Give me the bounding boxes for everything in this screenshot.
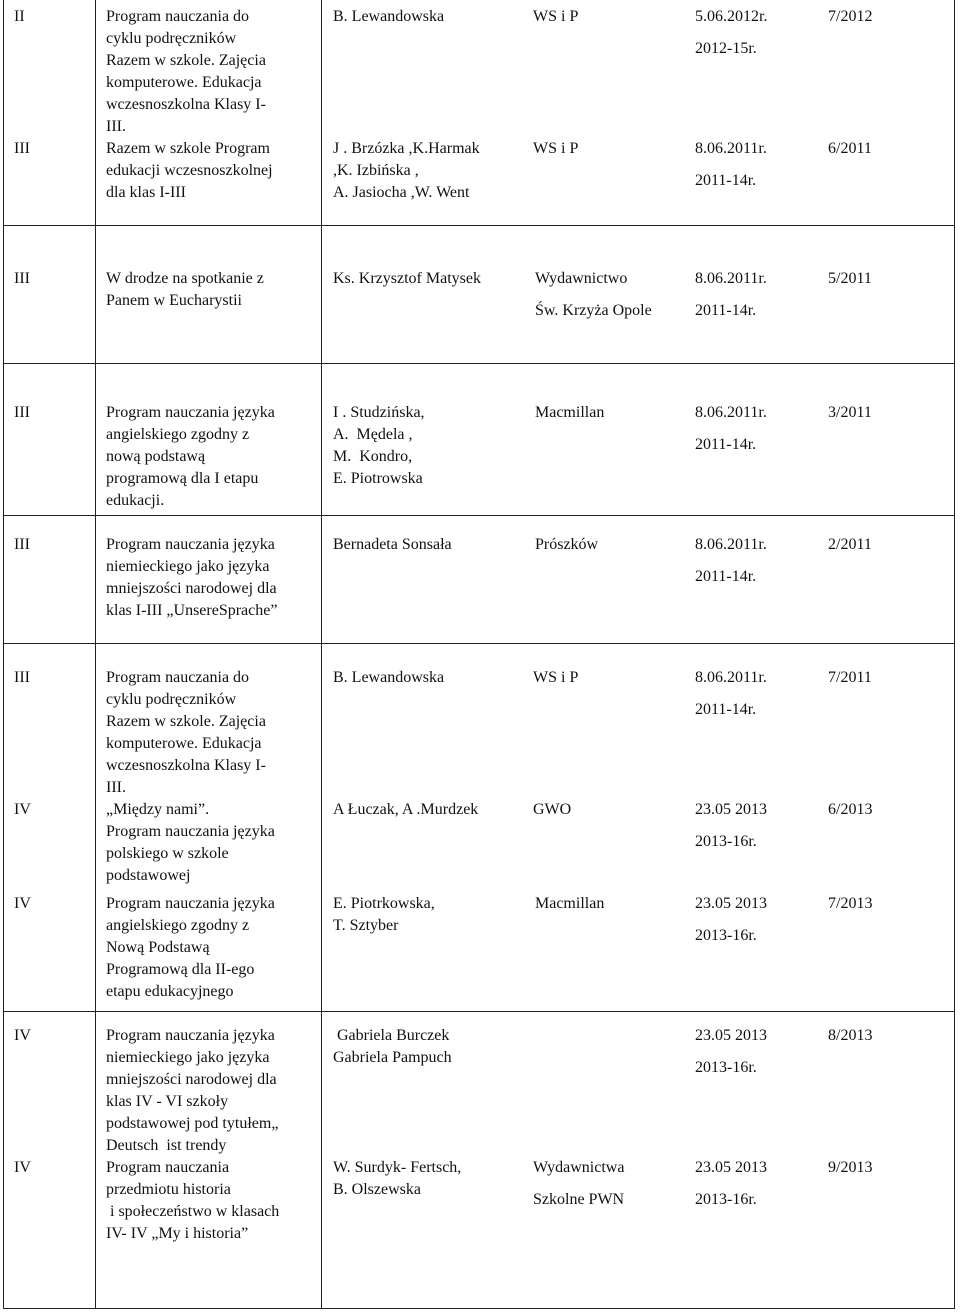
- program-line: Razem w szkole. Zajęcia: [106, 713, 266, 730]
- publisher-line: GWO: [533, 801, 572, 818]
- date-line: 8.06.2011r.: [695, 140, 767, 157]
- publisher-line: Wydawnictwa: [533, 1159, 625, 1176]
- program-line: Program nauczania języka: [106, 404, 275, 421]
- authors-line: Bernadeta Sonsała: [333, 536, 452, 553]
- program-line: Program nauczania do: [106, 8, 250, 25]
- class-level: IV: [14, 801, 31, 818]
- program-line: niemieckiego jako języka: [106, 1049, 270, 1066]
- class-level: III: [14, 536, 30, 553]
- program-line: cyklu podręczników: [106, 30, 237, 47]
- publisher-line: Prószków: [535, 536, 599, 553]
- program-line: Razem w szkole Program: [106, 140, 270, 157]
- authors-line: E. Piotrowska: [333, 470, 423, 487]
- program-line: wczesnoszkolna Klasy I-: [106, 96, 266, 113]
- class-level: IV: [14, 1027, 31, 1044]
- program-line: Razem w szkole. Zajęcia: [106, 52, 266, 69]
- program-line: Programową dla II-ego: [106, 961, 255, 978]
- authors-line: ,K. Izbińska ,: [333, 162, 419, 179]
- publisher-line: Macmillan: [535, 895, 605, 912]
- authors-line: Gabriela Burczek: [333, 1027, 450, 1044]
- program-line: mniejszości narodowej dla: [106, 580, 277, 597]
- program-line: etapu edukacyjnego: [106, 983, 234, 1000]
- program-line: i społeczeństwo w klasach: [106, 1203, 280, 1220]
- row-divider: [3, 363, 955, 364]
- authors-line: T. Sztyber: [333, 917, 399, 934]
- publisher-line: Macmillan: [535, 404, 605, 421]
- authors-line: B. Lewandowska: [333, 8, 445, 25]
- program-line: angielskiego zgodny z: [106, 917, 250, 934]
- publisher-line: Wydawnictwo: [535, 270, 628, 287]
- date-line: 2011-14r.: [695, 172, 757, 189]
- program-line: edukacji wczesnoszkolnej: [106, 162, 273, 179]
- date-line: 23.05 2013: [695, 1027, 767, 1044]
- date-line: 23.05 2013: [695, 801, 767, 818]
- date-line: 2012-15r.: [695, 40, 757, 57]
- date-line: 2013-16r.: [695, 833, 757, 850]
- publisher-line: WS i P: [533, 8, 579, 25]
- program-number: 8/2013: [828, 1027, 873, 1044]
- program-number: 5/2011: [828, 270, 872, 287]
- date-line: 8.06.2011r.: [695, 536, 767, 553]
- program-number: 6/2011: [828, 140, 872, 157]
- class-level: II: [14, 8, 25, 25]
- program-line: „Między nami”.: [106, 801, 210, 818]
- program-number: 6/2013: [828, 801, 873, 818]
- date-line: 2011-14r.: [695, 302, 757, 319]
- date-line: 8.06.2011r.: [695, 404, 767, 421]
- class-level: III: [14, 669, 30, 686]
- program-line: IV- IV „My i historia”: [106, 1225, 249, 1242]
- program-line: polskiego w szkole: [106, 845, 229, 862]
- program-line: cyklu podręczników: [106, 691, 237, 708]
- date-line: 2013-16r.: [695, 927, 757, 944]
- date-line: 8.06.2011r.: [695, 270, 767, 287]
- program-line: edukacji.: [106, 492, 165, 509]
- date-line: 5.06.2012r.: [695, 8, 768, 25]
- column-divider: [95, 0, 96, 1309]
- row-divider: [3, 643, 955, 644]
- column-divider: [321, 0, 322, 1309]
- program-line: mniejszości narodowej dla: [106, 1071, 277, 1088]
- program-number: 9/2013: [828, 1159, 873, 1176]
- program-line: III.: [106, 779, 126, 796]
- date-line: 23.05 2013: [695, 1159, 767, 1176]
- program-number: 2/2011: [828, 536, 872, 553]
- program-line: Panem w Eucharystii: [106, 292, 242, 309]
- program-line: programową dla I etapu: [106, 470, 259, 487]
- authors-line: A Łuczak, A .Murdzek: [333, 801, 479, 818]
- authors-line: Gabriela Pampuch: [333, 1049, 452, 1066]
- program-line: przedmiotu historia: [106, 1181, 231, 1198]
- program-number: 7/2013: [828, 895, 873, 912]
- date-line: 23.05 2013: [695, 895, 767, 912]
- class-level: III: [14, 140, 30, 157]
- program-line: wczesnoszkolna Klasy I-: [106, 757, 266, 774]
- publisher-line: Św. Krzyża Opole: [535, 302, 652, 319]
- authors-line: W. Surdyk- Fertsch,: [333, 1159, 462, 1176]
- authors-line: M. Kondro,: [333, 448, 413, 465]
- publisher-line: Szkolne PWN: [533, 1191, 625, 1208]
- authors-line: J . Brzózka ,K.Harmak: [333, 140, 480, 157]
- program-line: Deutsch ist trendy: [106, 1137, 227, 1154]
- date-line: 2013-16r.: [695, 1191, 757, 1208]
- authors-line: Ks. Krzysztof Matysek: [333, 270, 481, 287]
- program-line: komputerowe. Edukacja: [106, 735, 262, 752]
- program-line: Program nauczania do: [106, 669, 250, 686]
- row-divider: [3, 515, 955, 516]
- date-line: 8.06.2011r.: [695, 669, 767, 686]
- program-line: dla klas I-III: [106, 184, 186, 201]
- program-number: 3/2011: [828, 404, 872, 421]
- program-line: Program nauczania języka: [106, 1027, 275, 1044]
- authors-line: B. Lewandowska: [333, 669, 445, 686]
- row-divider: [3, 225, 955, 226]
- class-level: IV: [14, 1159, 31, 1176]
- program-line: Program nauczania języka: [106, 823, 275, 840]
- authors-line: I . Studzińska,: [333, 404, 425, 421]
- program-line: Program nauczania języka: [106, 895, 275, 912]
- program-line: nową podstawą: [106, 448, 206, 465]
- program-line: komputerowe. Edukacja: [106, 74, 262, 91]
- program-line: W drodze na spotkanie z: [106, 270, 264, 287]
- program-number: 7/2011: [828, 669, 872, 686]
- authors-line: E. Piotrkowska,: [333, 895, 435, 912]
- publisher-line: WS i P: [533, 669, 579, 686]
- program-line: klas IV - VI szkoły: [106, 1093, 229, 1110]
- publisher-line: WS i P: [533, 140, 579, 157]
- authors-line: B. Olszewska: [333, 1181, 421, 1198]
- program-number: 7/2012: [828, 8, 873, 25]
- date-line: 2011-14r.: [695, 701, 757, 718]
- date-line: 2013-16r.: [695, 1059, 757, 1076]
- authors-line: A. Jasiocha ,W. Went: [333, 184, 470, 201]
- authors-line: A. Mędela ,: [333, 426, 413, 443]
- program-line: Program nauczania: [106, 1159, 230, 1176]
- program-line: niemieckiego jako języka: [106, 558, 270, 575]
- class-level: IV: [14, 895, 31, 912]
- program-line: III.: [106, 118, 126, 135]
- program-line: Program nauczania języka: [106, 536, 275, 553]
- date-line: 2011-14r.: [695, 436, 757, 453]
- program-line: Nową Podstawą: [106, 939, 210, 956]
- program-line: podstawowej pod tytułem„: [106, 1115, 279, 1132]
- program-line: podstawowej: [106, 867, 191, 884]
- date-line: 2011-14r.: [695, 568, 757, 585]
- class-level: III: [14, 270, 30, 287]
- program-line: klas I-III „UnsereSprache”: [106, 602, 278, 619]
- row-divider: [3, 1011, 955, 1012]
- class-level: III: [14, 404, 30, 421]
- program-line: angielskiego zgodny z: [106, 426, 250, 443]
